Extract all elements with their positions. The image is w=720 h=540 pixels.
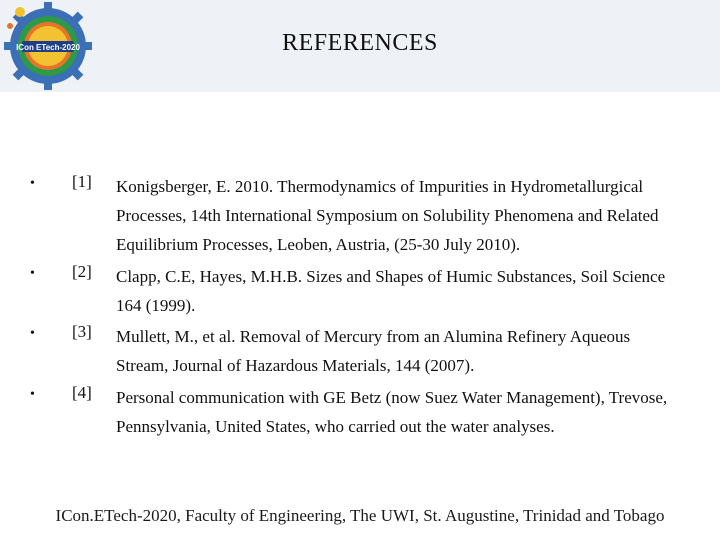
bullet-icon: • [30,326,35,341]
page-title: REFERENCES [282,30,438,56]
bullet-icon: • [30,387,35,402]
reference-number: [3] [72,322,92,341]
reference-text: Clapp, C.E, Hayes, M.H.B. Sizes and Shapes of Humic Substances, Soil Science 164 (1999). [116,267,666,315]
reference-text: Mullett, M., et al. Removal of Mercury from an Alumina Refinery Aqueous Stream, Journal of Hazardous Materials, 144 (2007). [116,327,631,375]
reference-text: Konigsberger, E. 2010. Thermodynamics of Impurities in Hydrometallurgical Processes, 14th International Symposium on Solubility Phenomena and Related Equilibrium Processes, Leoben, Austria, (25-30 July 2010). [116,177,659,254]
reference-number: [1] [72,172,92,191]
footer-text: ICon.ETech-2020, Faculty of Engineering, The UWI, St. Augustine, Trinidad and Tobago [55,506,665,525]
bullet-icon: • [30,176,35,191]
logo-label: ICon ETech-2020 [16,43,80,52]
bullet-icon: • [30,266,35,281]
reference-number: [2] [72,262,92,281]
reference-text: Personal communication with GE Betz (now Suez Water Management), Trevose, Pennsylvania, United States, who carried out the water analyses. [116,388,668,436]
reference-number: [4] [72,383,92,402]
